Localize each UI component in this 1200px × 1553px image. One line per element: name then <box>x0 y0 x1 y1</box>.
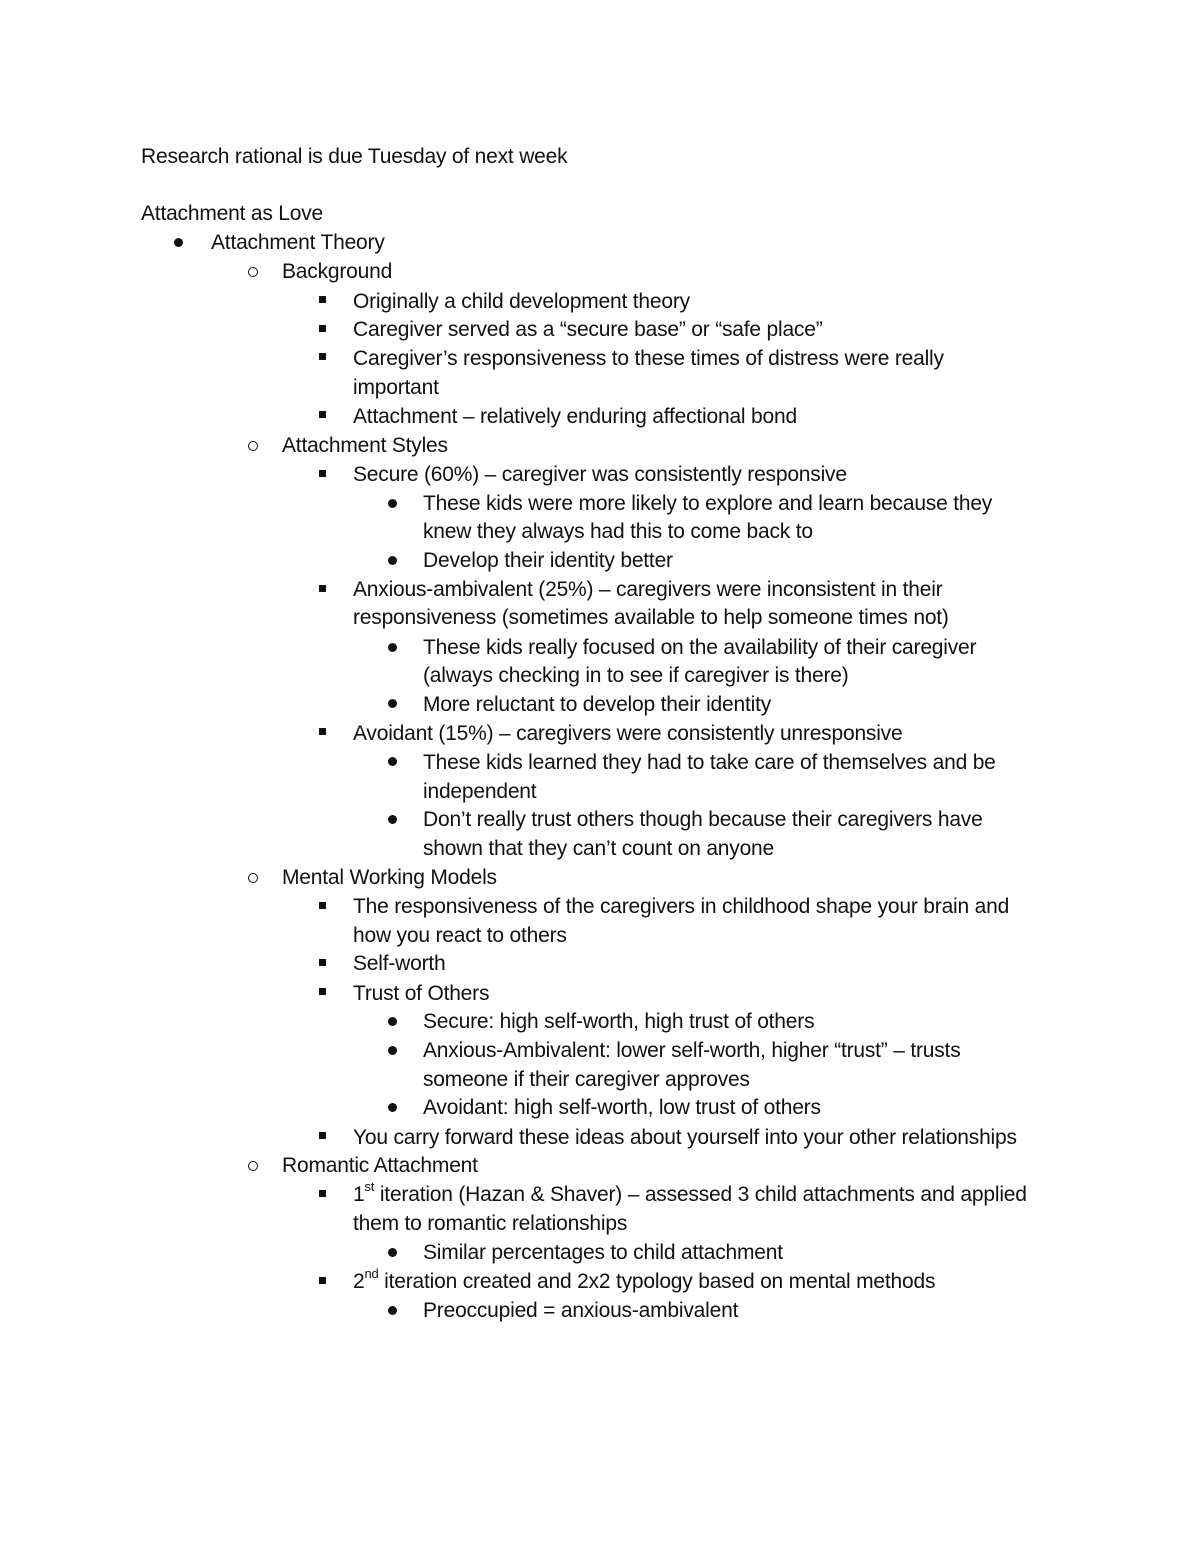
list-item: Trust of Others <box>353 982 490 1005</box>
bullet-circle-icon <box>248 267 258 277</box>
section-heading: Attachment as Love <box>141 202 324 225</box>
bullet-square-icon <box>319 411 326 418</box>
bullet-dot-icon <box>388 1046 397 1055</box>
topic-attachment-theory: Attachment Theory <box>211 231 385 254</box>
list-item: Self-worth <box>353 952 446 975</box>
bullet-square-icon <box>319 585 326 592</box>
list-item <box>353 1267 935 1296</box>
subtopic-background: Background <box>282 260 393 283</box>
bullet-dot-icon <box>388 499 397 508</box>
list-item: Anxious-ambivalent (25%) – caregivers were inconsistent in their <box>353 578 943 601</box>
list-item-continued: responsiveness (sometimes available to help someone times not) <box>353 606 949 629</box>
subtopic-attachment-styles: Attachment Styles <box>282 434 448 457</box>
list-item-text: iteration (Hazan & Shaver) – assessed 3 child attachments and applied <box>374 1183 1027 1206</box>
ordinal-number: 2 <box>353 1270 365 1293</box>
list-item: Avoidant (15%) – caregivers were consistently unresponsive <box>353 722 903 745</box>
subtopic-romantic-attachment: Romantic Attachment <box>282 1154 478 1177</box>
list-item: Don’t really trust others though because their caregivers have <box>423 808 983 831</box>
list-item-continued: knew they always had this to come back to <box>423 520 813 543</box>
list-item-continued: how you react to others <box>353 924 567 947</box>
list-item-continued: independent <box>423 780 537 803</box>
bullet-square-icon <box>319 470 326 477</box>
list-item: Attachment – relatively enduring affectional bond <box>353 405 797 428</box>
bullet-square-icon <box>319 902 326 909</box>
bullet-square-icon <box>319 1132 326 1139</box>
due-note: Research rational is due Tuesday of next week <box>141 145 568 168</box>
bullet-dot-icon <box>388 1103 397 1112</box>
bullet-square-icon <box>319 1190 326 1197</box>
list-item-continued: (always checking in to see if caregiver is there) <box>423 664 849 687</box>
list-item: These kids really focused on the availability of their caregiver <box>423 636 977 659</box>
list-item-continued: someone if their caregiver approves <box>423 1068 750 1091</box>
list-item: These kids were more likely to explore and learn because they <box>423 492 993 515</box>
list-item: Similar percentages to child attachment <box>423 1241 783 1264</box>
bullet-dot-icon <box>388 1017 397 1026</box>
list-item: Avoidant: high self-worth, low trust of others <box>423 1096 821 1119</box>
bullet-circle-icon <box>248 873 258 883</box>
list-item: Caregiver served as a “secure base” or “safe place” <box>353 318 823 341</box>
list-item: You carry forward these ideas about yourself into your other relationships <box>353 1126 1017 1149</box>
list-item: These kids learned they had to take care of themselves and be <box>423 751 996 774</box>
list-item-continued: shown that they can’t count on anyone <box>423 837 775 860</box>
list-item-text: iteration created and 2x2 typology based on mental methods <box>378 1270 936 1293</box>
list-item: The responsiveness of the caregivers in childhood shape your brain and <box>353 895 1010 918</box>
list-item: Originally a child development theory <box>353 290 690 313</box>
ordinal-number: 1 <box>353 1183 365 1206</box>
bullet-circle-icon <box>248 441 258 451</box>
bullet-square-icon <box>319 988 326 995</box>
list-item-continued: important <box>353 376 439 399</box>
list-item: Secure (60%) – caregiver was consistently responsive <box>353 463 847 486</box>
bullet-dot-icon <box>388 699 397 708</box>
list-item: Caregiver’s responsiveness to these times of distress were really <box>353 347 944 370</box>
bullet-dot-icon <box>388 757 397 766</box>
bullet-square-icon <box>319 728 326 735</box>
ordinal-suffix: st <box>364 1179 375 1194</box>
bullet-dot-icon <box>388 1306 397 1315</box>
list-item-continued: them to romantic relationships <box>353 1212 628 1235</box>
ordinal-suffix: nd <box>364 1266 379 1281</box>
list-item <box>353 1180 1027 1209</box>
list-item: Anxious-Ambivalent: lower self-worth, higher “trust” – trusts <box>423 1039 961 1062</box>
list-item: More reluctant to develop their identity <box>423 693 772 716</box>
bullet-square-icon <box>319 959 326 966</box>
bullet-square-icon <box>319 296 326 303</box>
bullet-dot-icon <box>388 643 397 652</box>
list-item: Secure: high self-worth, high trust of others <box>423 1010 815 1033</box>
bullet-dot-icon <box>388 815 397 824</box>
list-item: Develop their identity better <box>423 549 673 572</box>
bullet-square-icon <box>319 1277 326 1284</box>
list-item: Preoccupied = anxious-ambivalent <box>423 1299 739 1322</box>
bullet-square-icon <box>319 325 326 332</box>
bullet-circle-icon <box>248 1161 258 1171</box>
bullet-dot-icon <box>388 1248 397 1257</box>
bullet-dot-icon <box>388 556 397 565</box>
bullet-dot-icon <box>174 238 183 247</box>
subtopic-mental-working-models: Mental Working Models <box>282 866 497 889</box>
bullet-square-icon <box>319 353 326 360</box>
